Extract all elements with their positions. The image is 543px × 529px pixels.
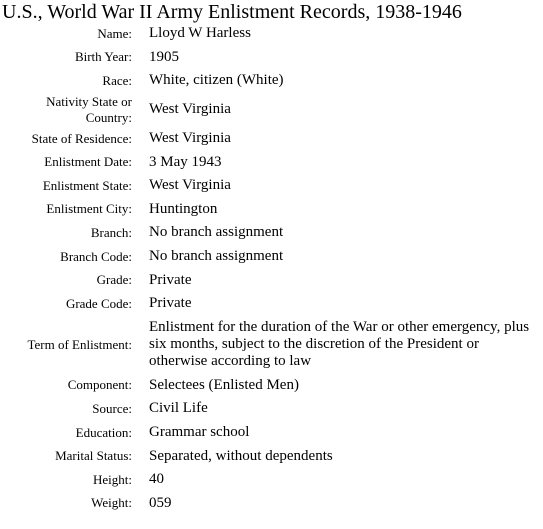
field-value: Civil Life — [149, 400, 208, 417]
field-row-race — [0, 69, 543, 93]
field-value: 1905 — [149, 48, 179, 65]
field-value: Lloyd W Harless — [149, 25, 251, 42]
field-label: State of Residence: — [31, 130, 132, 146]
field-row-enlistment-city — [0, 198, 543, 222]
field-value: Selectees (Enlisted Men) — [149, 376, 299, 393]
field-label: Nativity State or Country: — [46, 93, 132, 125]
field-value: Separated, without dependents — [149, 447, 333, 464]
field-label: Branch Code: — [60, 248, 132, 264]
field-label: Height: — [93, 471, 132, 487]
page-title: U.S., World War II Army Enlistment Records, 1938-1946 — [2, 1, 462, 23]
field-row-component — [0, 374, 543, 398]
field-value: White, citizen (White) — [149, 72, 284, 89]
field-label: Component: — [67, 377, 132, 393]
field-value: Huntington — [149, 200, 218, 217]
field-value: Enlistment for the duration of the War or other emergency, plus six months, subject to the discretion of the President or otherwise according to law — [149, 319, 530, 370]
field-value: Private — [149, 295, 192, 312]
field-label: Education: — [75, 424, 132, 440]
field-row-enlistment-date — [0, 150, 543, 174]
field-label: Name: — [97, 25, 132, 41]
field-row-height — [0, 468, 543, 492]
field-row-weight — [0, 492, 543, 516]
field-label: Enlistment Date: — [44, 154, 132, 170]
field-value: 3 May 1943 — [149, 153, 222, 170]
field-value: Grammar school — [149, 424, 250, 441]
field-label: Term of Enlistment: — [27, 336, 132, 352]
field-label: Enlistment State: — [42, 177, 132, 193]
field-row-nativity — [0, 93, 543, 127]
field-row-source — [0, 397, 543, 421]
field-value: No branch assignment — [149, 248, 284, 265]
field-value: West Virginia — [149, 177, 231, 194]
field-row-grade-code — [0, 292, 543, 316]
field-value: West Virginia — [149, 130, 231, 147]
field-label: Grade Code: — [65, 295, 132, 311]
field-label: Grade: — [96, 272, 132, 288]
field-label: Race: — [102, 72, 132, 88]
field-row-enlistment-state — [0, 174, 543, 198]
field-label: Birth Year: — [74, 49, 132, 65]
field-label: Weight: — [91, 495, 132, 511]
field-row-residence — [0, 127, 543, 151]
field-row-branch — [0, 221, 543, 245]
field-label: Marital Status: — [55, 448, 132, 464]
field-label: Branch: — [90, 224, 132, 240]
record-table — [0, 22, 543, 515]
field-row-education — [0, 421, 543, 445]
field-row-birth-year — [0, 46, 543, 70]
field-label: Source: — [92, 400, 132, 416]
field-row-term-of-enlistment — [0, 316, 543, 374]
field-row-name — [0, 22, 543, 46]
field-value: West Virginia — [149, 101, 231, 118]
field-row-grade — [0, 268, 543, 292]
field-row-branch-code — [0, 245, 543, 269]
field-value: No branch assignment — [149, 224, 284, 241]
field-value: 40 — [149, 471, 164, 488]
field-label: Enlistment City: — [46, 201, 132, 217]
field-row-marital-status — [0, 444, 543, 468]
field-value: Private — [149, 271, 192, 288]
field-value: 059 — [149, 494, 172, 511]
